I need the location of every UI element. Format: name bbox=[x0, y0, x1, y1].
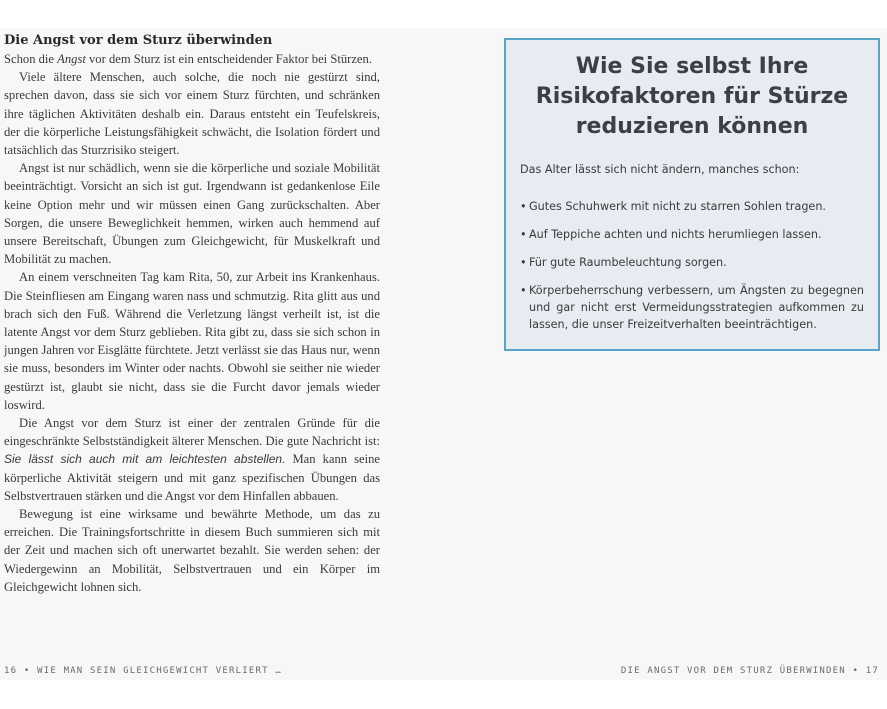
emphasis-good-news: Sie lässt sich auch mit am leichtesten abstellen. bbox=[4, 452, 286, 467]
paragraph-5: Die Angst vor dem Sturz ist einer der zentralen Gründe für die eingeschränkte Selbstständigkeit älterer Menschen. Die gute Nachricht ist: Sie lässt sich auch mit am leichtesten abstellen. Man kann seine körperliche Aktivität steigern und mit ganz spezifischen Übungen das Selbstvertrauen stärken und die Angst vor dem Hinfallen abbauen. bbox=[4, 416, 381, 503]
section-heading: Die Angst vor dem Sturz überwinden bbox=[4, 33, 273, 48]
paragraph-6: Bewegung ist eine wirksame und bewährte Methode, um das zu erreichen. Die Trainingsfortschritte in diesem Buch summieren sich mit der Zeit und machen sich oft unerwartet bezahlt. Sie werden sehen: der Wiedergewinn an Mobilität, Selbstvertrauen und ein Körper im Gleichgewicht lohnen sich. bbox=[4, 507, 380, 594]
left-page bbox=[4, 32, 380, 596]
paragraph-3: Angst ist nur schädlich, wenn sie die körperliche und soziale Mobilität beeinträchtigt. Vorsicht an sich ist gut. Irgendwann ist gedankenlose Eile keine Option mehr und wir müssen einen Gang zurückschalten. Aber Sorgen, die unsere Beweglichkeit hemmen, wirken auch hemmend auf unsere Bereitschaft, Übungen zum Gleichgewicht, für Muskelkraft und Mobilität zu machen. bbox=[4, 161, 380, 267]
paragraph-1: Schon die Angst vor dem Sturz ist ein entscheidender Faktor bei Stürzen. bbox=[4, 52, 372, 66]
box-title: Wie Sie selbst Ihre Risikofaktoren für Stürze reduzieren können bbox=[535, 54, 849, 139]
list-item: • Körperbeherrschung verbessern, um Ängsten zu begegnen und gar nicht erst Vermeidungsstrategien aufkommen zu lassen, die unser Freizeitverhalten beeinträchtigen. bbox=[520, 284, 864, 331]
bullet-icon: • bbox=[520, 228, 527, 241]
list-item: • Gutes Schuhwerk mit nicht zu starren Sohlen tragen. bbox=[520, 200, 826, 213]
bullet-icon: • bbox=[520, 284, 527, 297]
emphasis-angst: Angst bbox=[57, 52, 86, 66]
bullet-icon: • bbox=[520, 256, 527, 269]
paragraph-4: An einem verschneiten Tag kam Rita, 50, zur Arbeit ins Krankenhaus. Die Steinfliesen am Eingang waren nass und schmutzig. Rita glitt aus und brach sich den Fuß. Während die Verletzung längst verheilt ist, ist die latente Angst vor dem Sturz geblieben. Rita gibt zu, dass sie sich schon in jungen Jahren vor Eisglätte fürchtete. Jetzt verlässt sie das Haus nur, wenn sie muss, besonders im Winter oder nachts. Obwohl sie seither nie wieder gestürzt ist, glaubt sie nicht, dass sie die Furcht davor jemals wieder loswird. bbox=[4, 270, 380, 412]
risk-factors-box bbox=[504, 38, 880, 351]
risk-factor-list bbox=[520, 198, 864, 333]
list-item: • Auf Teppiche achten und nichts herumliegen lassen. bbox=[520, 228, 822, 241]
list-item: • Für gute Raumbeleuchtung sorgen. bbox=[520, 256, 727, 269]
paragraph-2: Viele ältere Menschen, auch solche, die noch nie gestürzt sind, sprechen davon, dass sie sich vor einem Sturz fürchten, und schränken ihre täglichen Aktivitäten deshalb ein. Daraus entsteht ein Teufelskreis, der die körperliche Leistungsfähigkeit schwächt, die Isolation fördert und tatsächlich das Sturzrisiko steigert. bbox=[4, 70, 380, 158]
footer-right-running-head: DIE ANGST VOR DEM STURZ ÜBERWINDEN • 17 bbox=[620, 666, 879, 676]
bullet-icon: • bbox=[520, 200, 527, 213]
footer-left-running-head: 16 • WIE MAN SEIN GLEICHGEWICHT VERLIERT … bbox=[4, 666, 282, 676]
box-intro: Das Alter lässt sich nicht ändern, manches schon: bbox=[520, 163, 800, 176]
